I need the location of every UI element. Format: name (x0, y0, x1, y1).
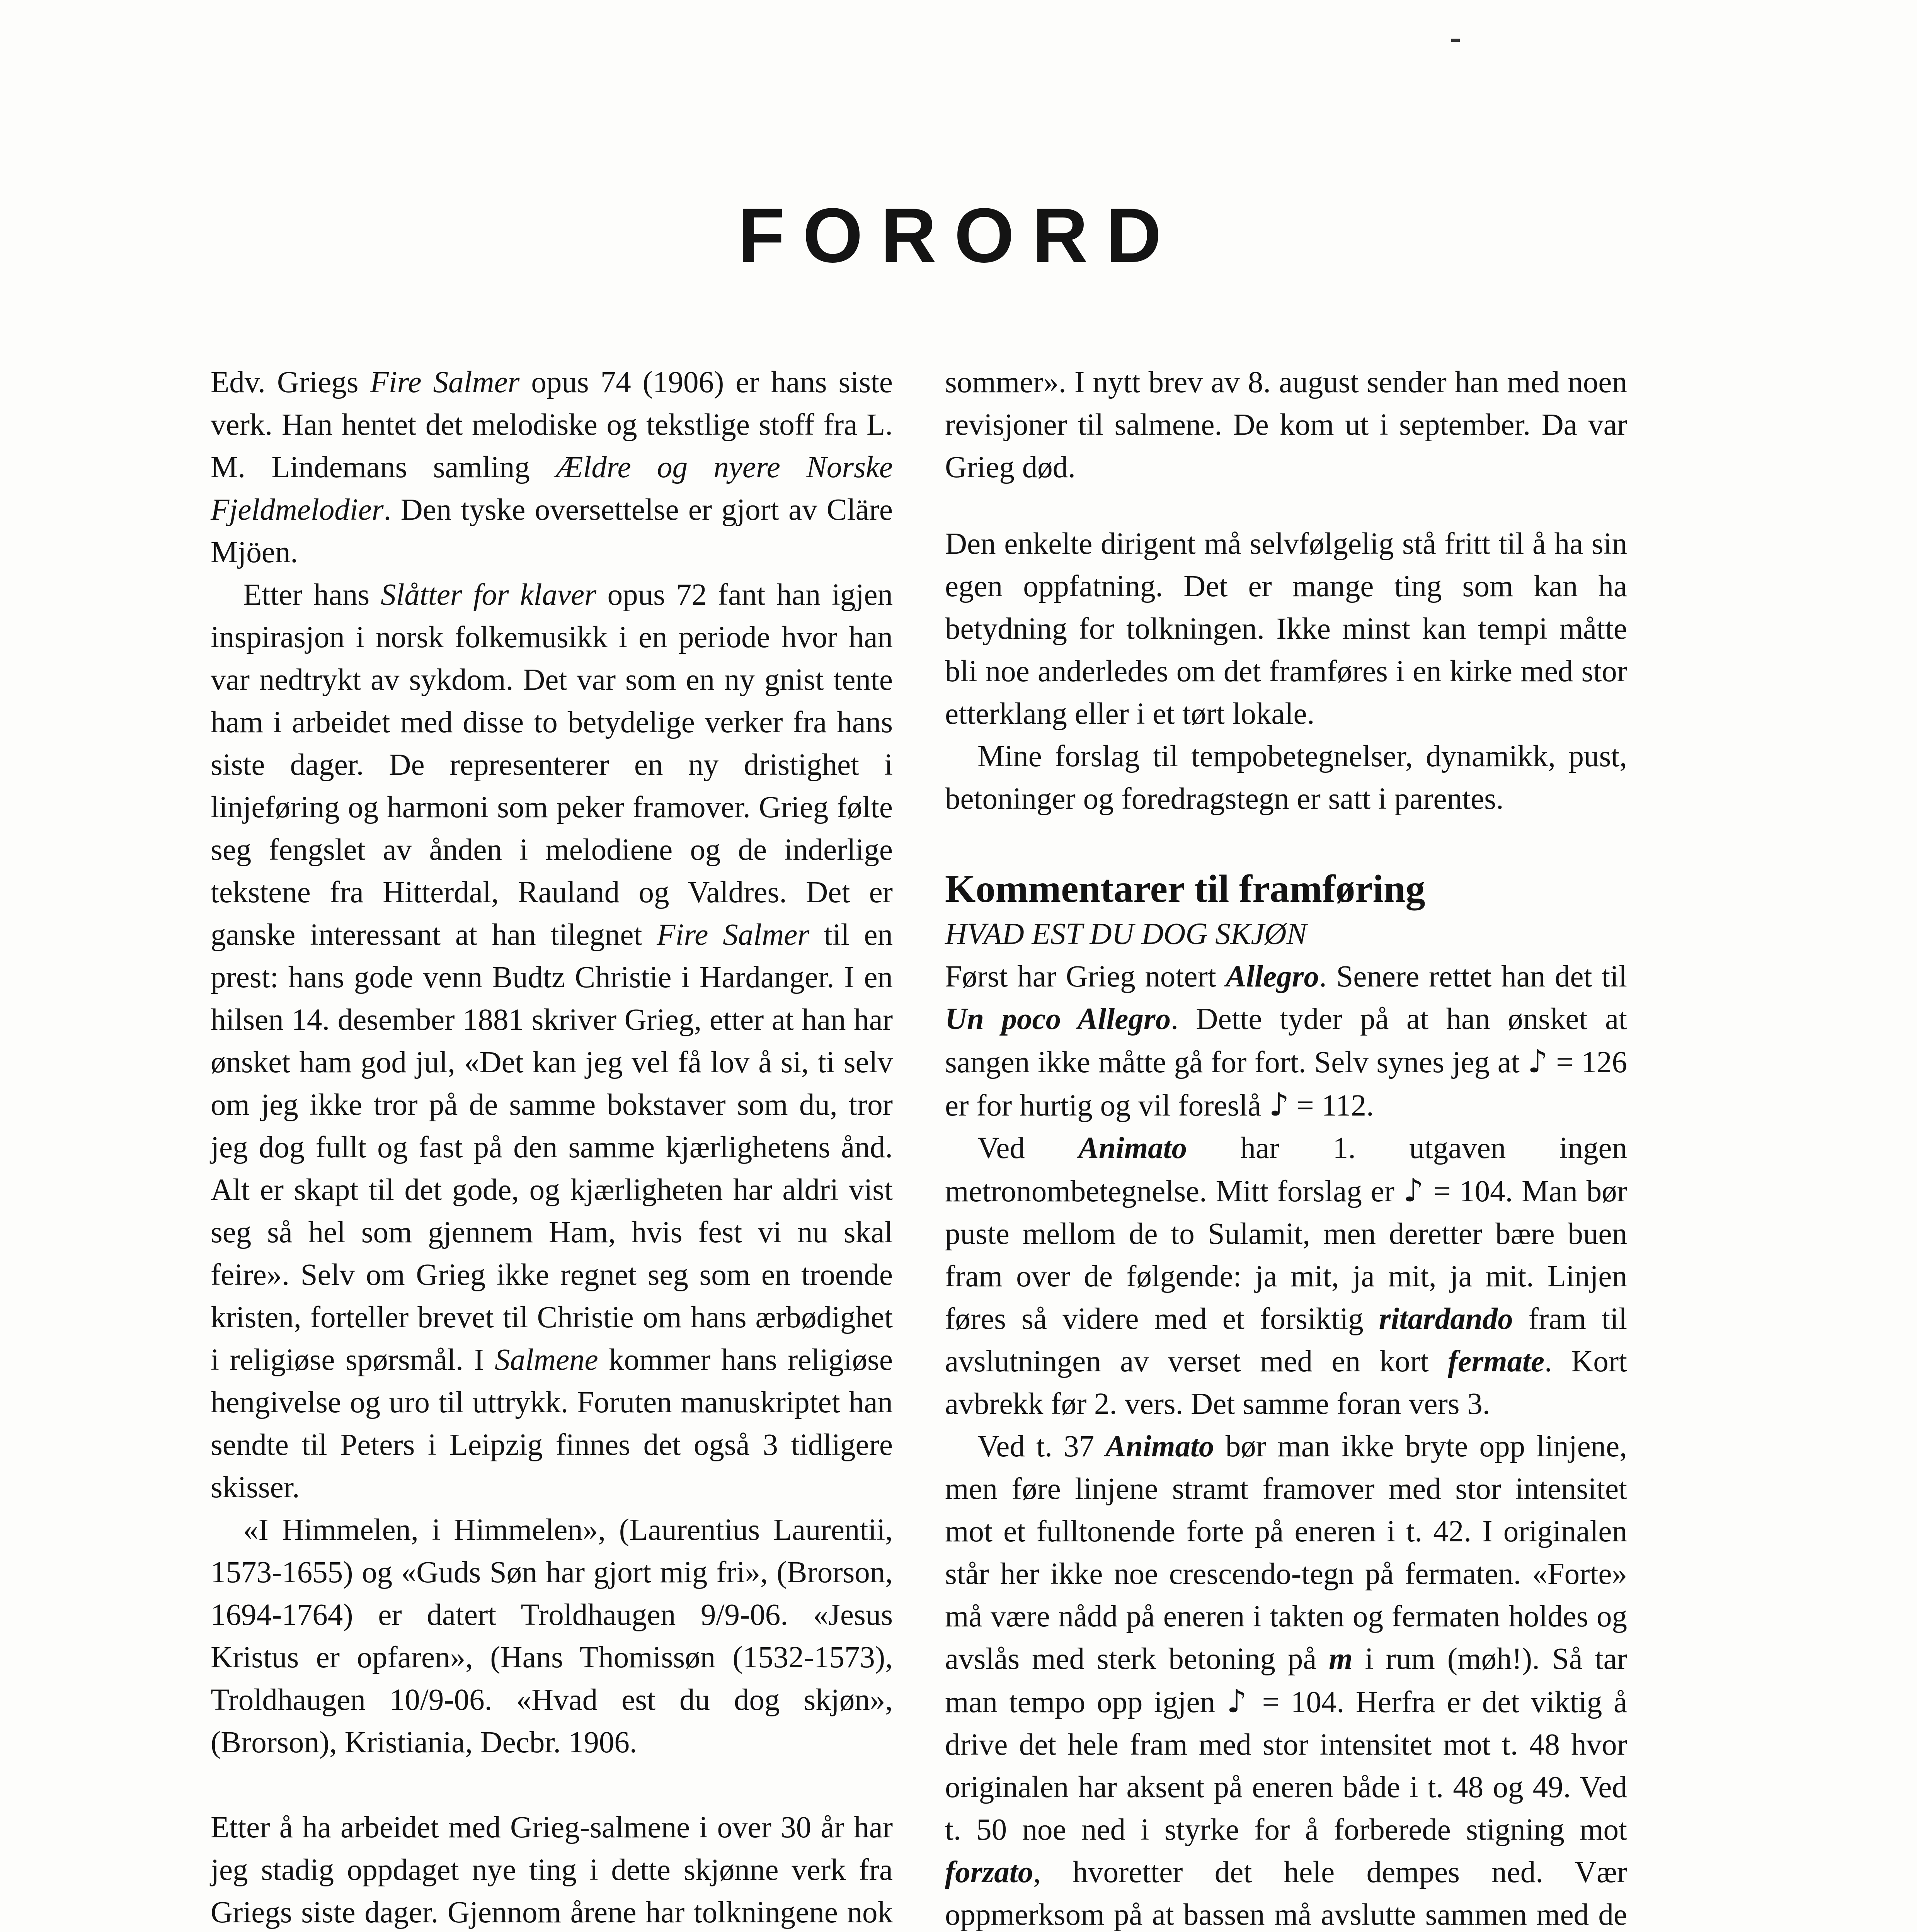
eighth-note-icon: ♪ (1226, 1683, 1251, 1720)
section-heading: Kommentarer til framføring (945, 867, 1425, 911)
subheading-hvad-est-du: HVAD EST DU DOG SKJØN (945, 917, 1307, 951)
paragraph-measure-37: Ved t. 37 Animato bør man ikke bryte opp linjene, men føre linjene stramt framover med stor intensitet mot et fulltonende forte på eneren i t. 42. I originalen står her ikke noe crescendo-tegn på fermaten. «Forte» må være nådd på eneren i takten og fermaten holdes og avslås med sterk betoning på m i rum (møh!). Så tar man tempo opp igjen ♪ = 104. Herfra er det viktig å drive det hele fram med stor intensitet mot t. 48 hvor originalen har aksent på eneren både i t. 48 og 49. Ved t. 50 noe ned i styrke for å forberede stigning mot forzato, hvoretter det hele dempes ned. Vær oppmerksom på at bassen må avslutte sammen med de (945, 1430, 1628, 1932)
eighth-note-icon: ♪ (1269, 1087, 1289, 1123)
paragraph-allegro: Først har Grieg notert Allegro. Senere rettet han det til Un poco Allegro. Dette tyder på at han ønsket at sangen ikke måtte gå for fort. Selv synes jeg at ♪ = 126 er for hurtig og vil foreslå ♪ = 112. (945, 960, 1627, 1123)
paragraph-suggestions: Mine forslag til tempobetegnelser, dynamikk, pust, betoninger og foredragstegn er satt i parentes. (945, 740, 1627, 816)
right-column (945, 361, 1627, 1932)
paragraph-intro: Edv. Griegs Fire Salmer opus 74 (1906) er hans siste verk. Han hentet det melodiske og tekstlige stoff fra L. M. Lindemans samling Ældre og nyere Norske Fjeldmelodier. Den tyske oversettelse er gjort av Cläre Mjöen. (211, 366, 893, 569)
paragraph-animato: Ved Animato har 1. utgaven ingen metronombetegnelse. Mitt forslag er ♪ = 104. Man bør puste mellom de to Sulamit, men deretter bære buen fram over de følgende: ja mit, ja mit, ja mit. Linjen føres så videre med et forsiktig ritardando fram til avslutningen av verset med en kort fermate. Kort avbrekk før 2. vers. Det samme foran vers 3. (945, 1131, 1628, 1421)
left-column (211, 361, 893, 1932)
eighth-note-icon: ♪ (1527, 1043, 1548, 1080)
paragraph-sketches: «I Himmelen, i Himmelen», (Laurentius Laurentii, 1573-1655) og «Guds Søn har gjort mig fri», (Brorson, 1694-1764) er datert Troldhaugen 9/9-06. «Jesus Kristus er opfaren», (Hans Thomissøn (1532-1573), Troldhaugen 10/9-06. «Hvad est du dog skjøn», (Brorson), Kristiania, Decbr. 1906. (211, 1513, 893, 1759)
paragraph-tempo: Etter å ha arbeidet med Grieg-salmene i over 30 år har jeg stadig oppdaget nye ting i dette skjønne verk fra Griegs siste dager. Gjennom årene har tolkningene nok (211, 1811, 893, 1929)
scan-mark (1451, 39, 1460, 42)
paragraph-conductor: Den enkelte dirigent må selvfølgelig stå fritt til å ha sin egen oppfatning. Det er mange ting som kan ha betydning for tolkningen. Ikke minst kan tempi måtte bli noe anderledes om det framføres i en kirke med stor etterklang eller i et tørt lokale. (945, 527, 1627, 731)
page-title: FORORD (737, 192, 1180, 279)
paragraph-slatter: Etter hans Slåtter for klaver opus 72 fant han igjen inspirasjon i norsk folkemusikk i en periode hvor han var nedtrykt av sykdom. Det var som en ny gnist tente ham i arbeidet med disse to betydelige verker fra hans siste dager. De representerer en ny dristighet i linjeføring og harmoni som peker framover. Grieg følte seg fengslet av ånden i melodiene og de inderlige tekstene fra Hitterdal, Rauland og Valdres. Det er ganske interessant at han tilegnet Fire Salmer til en prest: hans gode venn Budtz Christie i Hardanger. I en hilsen 14. desember 1881 skriver Grieg, etter at han har ønsket ham god jul, «Det kan jeg vel få lov å si, ti selv om jeg ikke tror på de samme bokstaver som du, tror jeg dog fullt og fast på den samme kjærlighetens ånd. Alt er skapt til det gode, og kjærligheten har aldri vist seg så hel som gjennem Ham, hvis fest vi nu skal feire». Selv om Grieg ikke regnet seg som en troende kristen, forteller brevet til Christie om hans ærbødighet i religiøse spørsmål. I Salmene kommer hans religiøse hengivelse og uro til uttrykk. Foruten manuskriptet han sendte til Peters i Leipzig finnes det også 3 tidligere skisser. (211, 578, 893, 1504)
eighth-note-icon: ♪ (1403, 1172, 1425, 1209)
paragraph-summer: sommer». I nytt brev av 8. august sender han med noen revisjoner til salmene. De kom ut i september. Da var Grieg død. (945, 366, 1627, 484)
